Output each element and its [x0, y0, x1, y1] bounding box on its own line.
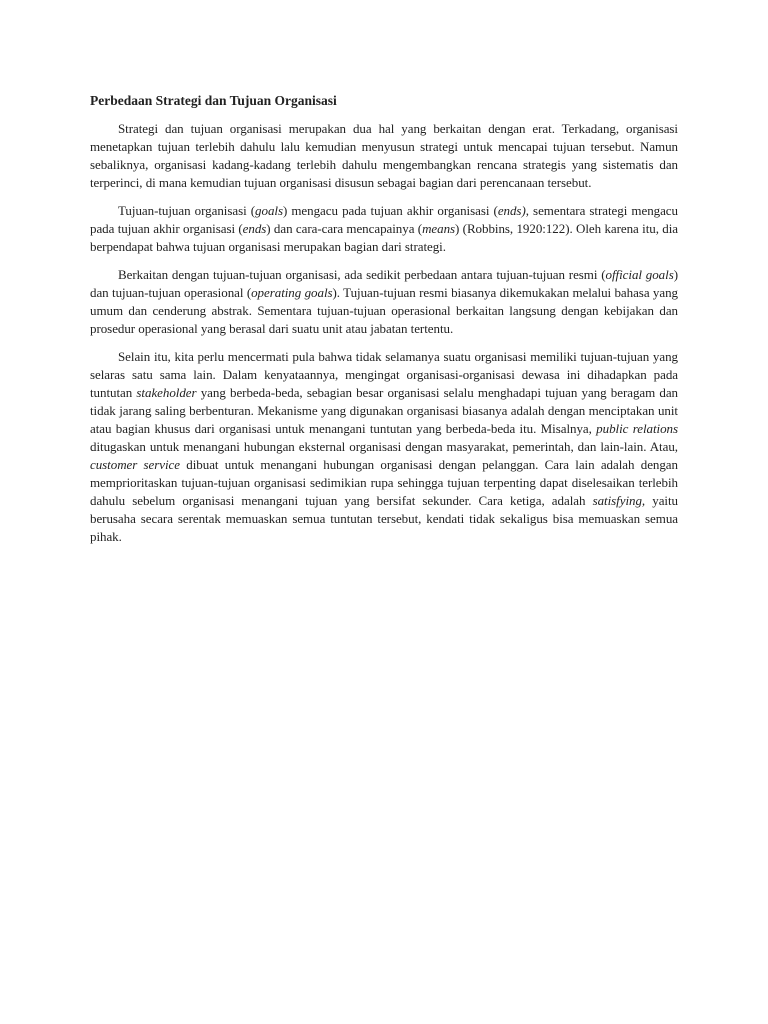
text-run: Selain itu, kita perlu mencermati pula bahwa tidak selamanya suatu organisasi memiliki tujuan-tujuan yang selaras satu sama lain. Dalam kenyataannya, mengingat organisasi-organisasi dewasa ini dihadapkan pada tuntutan	[90, 349, 678, 400]
text-run: ) mengacu pada tujuan akhir organisasi (	[282, 203, 498, 218]
italic-term: official goals	[605, 267, 674, 282]
italic-term: goals	[255, 203, 283, 218]
text-run: ). Tujuan-tujuan resmi biasanya dikemukakan melalui bahasa yang umum dan cenderung abstrak. Sementara tujuan-tujuan operasional berkaitan langsung dengan kebijakan dan prosedur operasional yang berasal dari suatu unit atau jabatan tertentu.	[90, 285, 678, 336]
italic-term: ends)	[497, 203, 526, 218]
paragraph-3	[90, 266, 678, 338]
italic-term: ends	[242, 221, 267, 236]
text-run: ditugaskan untuk menangani hubungan eksternal organisasi dengan masyarakat, pemerintah, dan lain-lain. Atau,	[90, 439, 678, 454]
text-run: yaitu berusaha secara serentak memuaskan semua tuntutan tersebut, kendati tidak sekaligus bisa memuaskan semua pihak.	[90, 493, 679, 544]
document-title: Perbedaan Strategi dan Tujuan Organisasi	[90, 93, 337, 108]
italic-term: satisfying,	[592, 493, 646, 508]
italic-term: stakeholder	[136, 385, 197, 400]
paragraph-4	[90, 348, 678, 546]
text-run: dibuat untuk menangani hubungan organisasi dengan pelanggan. Cara lain adalah dengan memprioritaskan tujuan-tujuan organisasi sedimikian rupa sehingga tujuan terpenting dapat diselesaikan terlebih dahulu sebelum organisasi menangani tujuan yang bersifat sekunder. Cara ketiga, adalah	[90, 457, 678, 508]
text-run: ) dan cara-cara mencapainya (	[266, 221, 423, 236]
text-run: Berkaitan dengan tujuan-tujuan organisasi, ada sedikit perbedaan antara tujuan-tujuan resmi (	[118, 267, 606, 282]
text-run: ) dan tujuan-tujuan operasional (	[90, 267, 678, 300]
text-run: , sementara strategi mengacu pada tujuan akhir organisasi (	[90, 203, 678, 236]
paragraph-1	[90, 120, 678, 192]
italic-term: customer service	[90, 457, 180, 472]
italic-term: means	[422, 221, 456, 236]
document-body	[90, 92, 678, 556]
text-run: yang berbeda-beda, sebagian besar organisasi selalu menghadapi tujuan yang beragam dan tidak jarang saling berbenturan. Mekanisme yang digunakan organisasi biasanya adalah dengan menciptakan unit atau bagian khusus dari organisasi untuk menangani tuntutan yang berbeda-beda itu. Misalnya,	[90, 385, 679, 436]
text-run: Strategi dan tujuan organisasi merupakan dua hal yang berkaitan dengan erat. Terkadang, organisasi menetapkan tujuan terlebih dahulu lalu kemudian menyusun strategi untuk mencapai tujuan tersebut. Namun sebaliknya, organisasi kadang-kadang terlebih dahulu mengembangkan rencana strategis yang sistematis dan terperinci, di mana kemudian tujuan organisasi disusun sebagai bagian dari perencanaan tersebut.	[90, 121, 678, 190]
italic-term: operating goals	[251, 285, 333, 300]
italic-term: public relations	[596, 421, 678, 436]
text-run: Tujuan-tujuan organisasi (	[118, 203, 256, 218]
text-run: ) (Robbins, 1920:122). Oleh karena itu, dia berpendapat bahwa tujuan organisasi merupakan bagian dari strategi.	[90, 221, 678, 254]
paragraph-2	[90, 202, 678, 256]
